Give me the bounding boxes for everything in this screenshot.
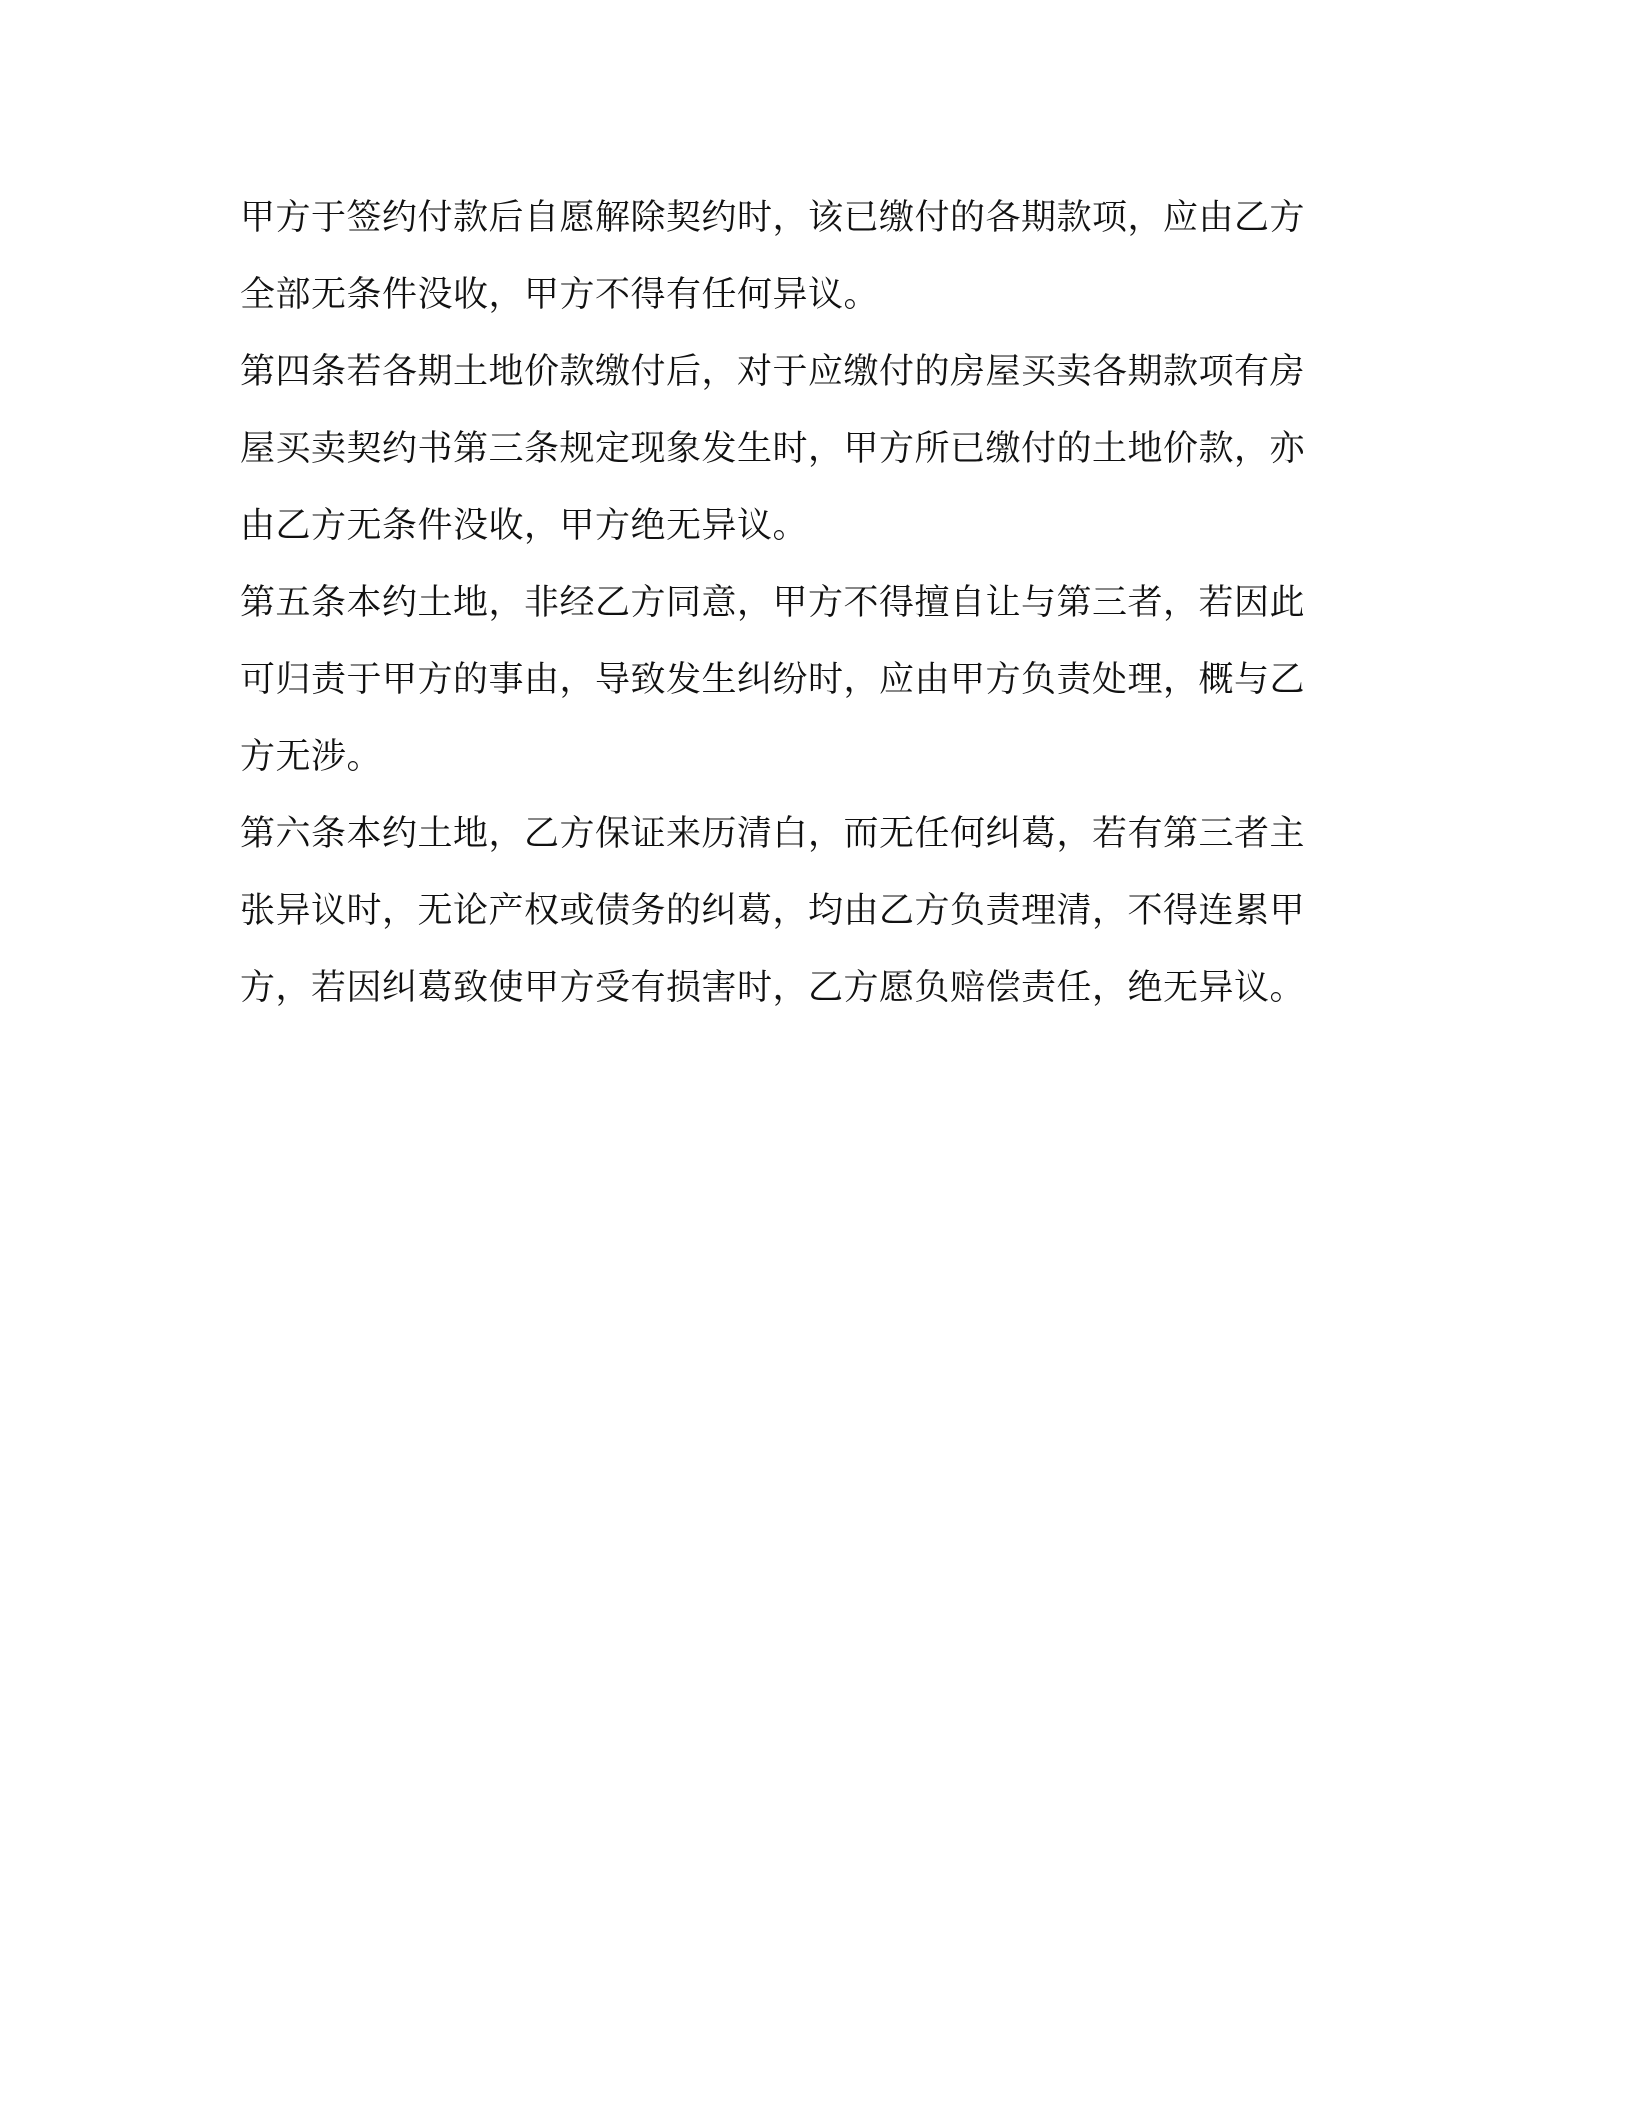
text-line: 第四条若各期土地价款缴付后，对于应缴付的房屋买卖各期款项有房 [240,352,1306,392]
text-line: 可归责于甲方的事由，导致发生纠纷时，应由甲方负责处理，概与乙 [240,660,1306,700]
document-body [240,180,1356,1027]
paragraph-article-4 [240,334,1356,565]
text-line: 屋买卖契约书第三条规定现象发生时，甲方所已缴付的土地价款，亦 [240,429,1306,469]
paragraph-article-5 [240,565,1356,796]
paragraph-article-6 [240,796,1356,1027]
text-line: 第五条本约土地，非经乙方同意，甲方不得擅自让与第三者，若因此 [240,583,1306,623]
text-line: 甲方于签约付款后自愿解除契约时，该已缴付的各期款项，应由乙方 [240,198,1306,238]
text-line: 由乙方无条件没收，甲方绝无异议。 [240,506,809,546]
text-line: 第六条本约土地，乙方保证来历清白，而无任何纠葛，若有第三者主 [240,814,1306,854]
paragraph-termination [240,180,1356,334]
text-line: 张异议时，无论产权或债务的纠葛，均由乙方负责理清，不得连累甲 [240,891,1306,931]
text-line: 方，若因纠葛致使甲方受有损害时，乙方愿负赔偿责任，绝无异议。 [240,968,1306,1008]
text-line: 方无涉。 [240,737,383,777]
text-line: 全部无条件没收，甲方不得有任何异议。 [240,275,880,315]
